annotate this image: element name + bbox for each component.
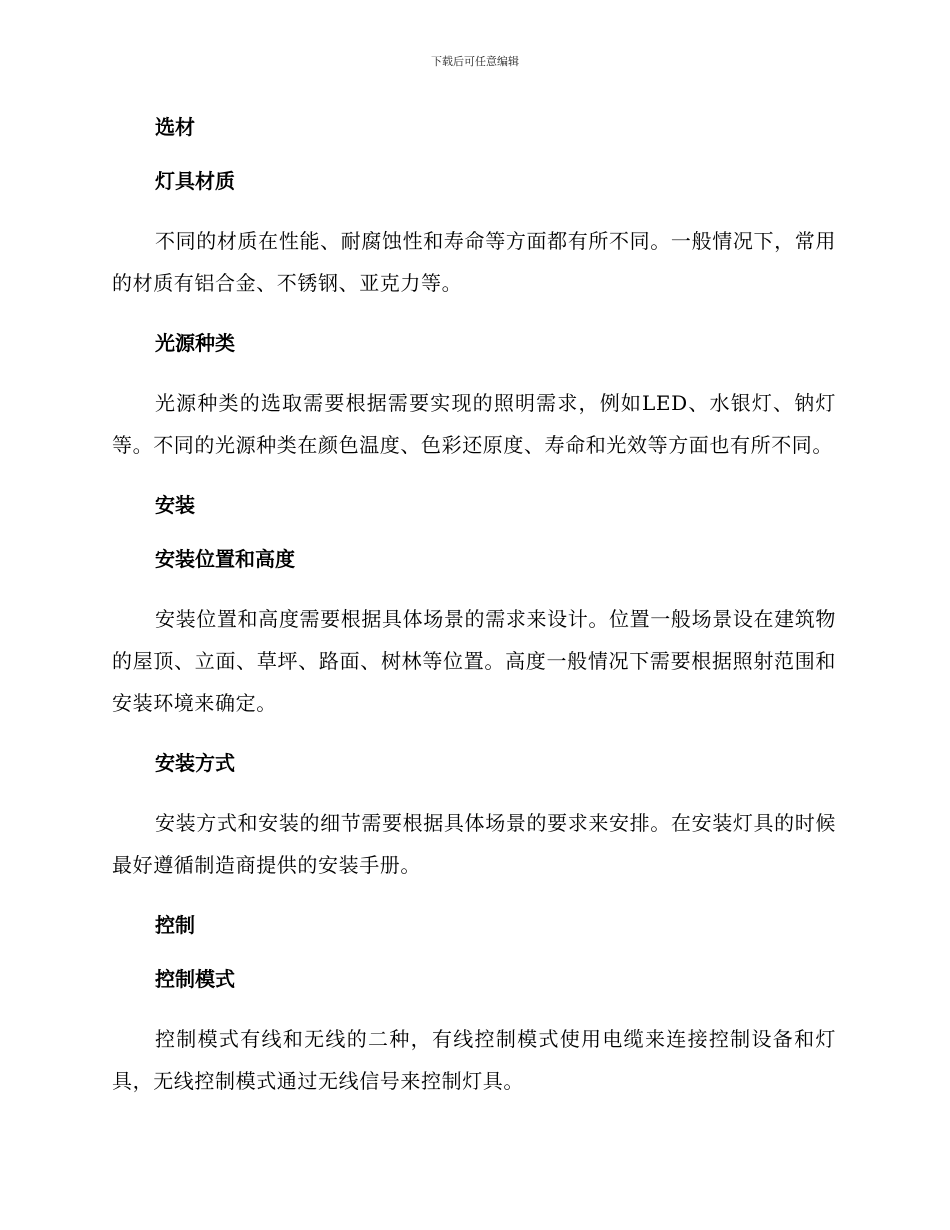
section-heading-materials: 选材 [155,115,195,139]
paragraph-control-mode: 控制模式有线和无线的二种，有线控制模式使用电缆来连接控制设备和灯具，无线控制模式通过无线信号来控制灯具。 [112,1027,836,1093]
paragraph-light-source-type: 光源种类的选取需要根据需要实现的照明需求，例如LED、水银灯、钠灯等。不同的光源种类在颜色温度、色彩还原度、寿命和光效等方面也有所不同。 [112,391,836,457]
paragraph-install-method: 安装方式和安装的细节需要根据具体场景的要求来安排。在安装灯具的时候最好遵循制造商提供的安装手册。 [112,811,836,877]
section-heading-control: 控制 [155,913,195,937]
paragraph-fixture-material: 不同的材质在性能、耐腐蚀性和寿命等方面都有所不同。一般情况下，常用的材质有铝合金、不锈钢、亚克力等。 [112,229,836,295]
subsection-heading-install-position-height: 安装位置和高度 [155,547,295,571]
subsection-heading-install-method: 安装方式 [155,751,235,775]
subsection-heading-fixture-material: 灯具材质 [155,169,235,193]
page-header-note: 下载后可任意编辑 [431,55,519,68]
subsection-heading-light-source-type: 光源种类 [155,331,235,355]
paragraph-install-position-height: 安装位置和高度需要根据具体场景的需求来设计。位置一般场景设在建筑物的屋顶、立面、草坪、路面、树林等位置。高度一般情况下需要根据照射范围和安装环境来确定。 [112,607,836,715]
subsection-heading-control-mode: 控制模式 [155,967,235,991]
section-heading-installation: 安装 [155,493,195,517]
document-body [112,112,836,1116]
